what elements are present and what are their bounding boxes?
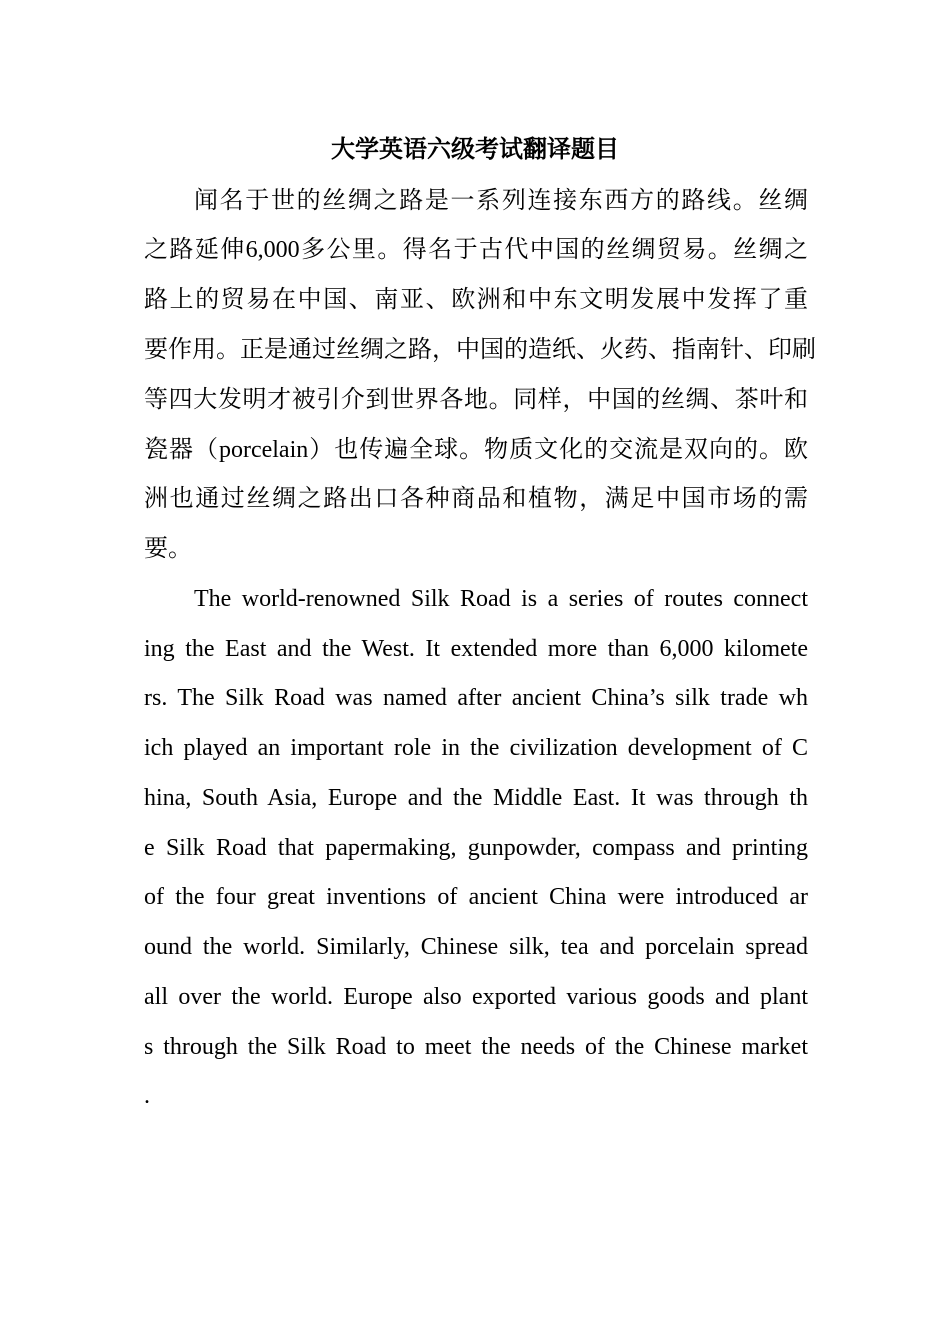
english-paragraph-line: hina, South Asia, Europe and the Middle East. It was through th — [144, 785, 808, 811]
chinese-paragraph-line: 闻名于世的丝绸之路是一系列连接东西方的路线。丝绸 — [194, 188, 808, 214]
chinese-paragraph-line: 路上的贸易在中国、南亚、欧洲和中东文明发展中发挥了重 — [144, 287, 808, 313]
english-paragraph-line: s through the Silk Road to meet the needs of the Chinese market — [144, 1034, 808, 1060]
chinese-paragraph-line: 等四大发明才被引介到世界各地。同样，中国的丝绸、茶叶和 — [144, 387, 808, 413]
english-paragraph-line: rs. The Silk Road was named after ancient China’s silk trade wh — [144, 685, 808, 711]
document-title: 大学英语六级考试翻译题目 — [331, 137, 619, 163]
chinese-paragraph-line: 要作用。正是通过丝绸之路，中国的造纸、火药、指南针、印刷 — [144, 337, 816, 363]
chinese-paragraph-line: 洲也通过丝绸之路出口各种商品和植物，满足中国市场的需 — [144, 486, 808, 512]
chinese-paragraph-line: 之路延伸6,000多公里。得名于古代中国的丝绸贸易。丝绸之 — [144, 237, 808, 263]
english-paragraph-line: ing the East and the West. It extended more than 6,000 kilomete — [144, 636, 808, 662]
english-paragraph-line: The world-renowned Silk Road is a series of routes connect — [194, 586, 808, 612]
chinese-paragraph-line: 要。 — [144, 536, 192, 562]
english-paragraph-line: . — [144, 1083, 150, 1109]
english-paragraph-line: e Silk Road that papermaking, gunpowder, compass and printing — [144, 835, 808, 861]
english-paragraph-line: all over the world. Europe also exported various goods and plant — [144, 984, 808, 1010]
chinese-paragraph-line: 瓷器（porcelain）也传遍全球。物质文化的交流是双向的。欧 — [144, 437, 808, 463]
english-paragraph-line: ich played an important role in the civilization development of C — [144, 735, 808, 761]
english-paragraph-line: of the four great inventions of ancient China were introduced ar — [144, 884, 808, 910]
english-paragraph-line: ound the world. Similarly, Chinese silk, tea and porcelain spread — [144, 934, 808, 960]
